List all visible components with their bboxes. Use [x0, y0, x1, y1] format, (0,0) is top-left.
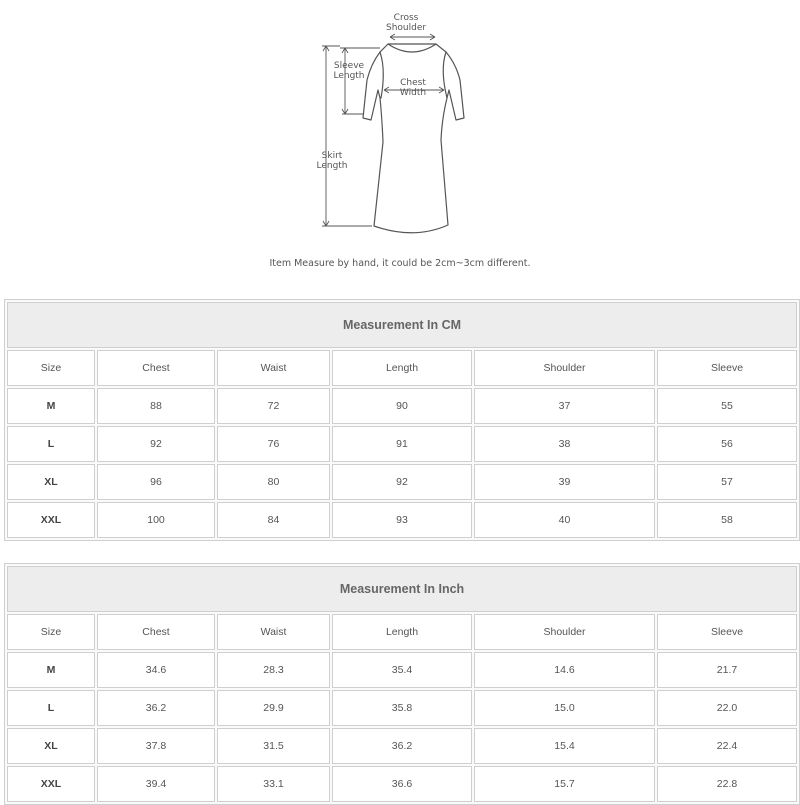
cross-shoulder-label-line1: Cross [393, 13, 419, 23]
length-cell: 35.8 [332, 690, 472, 726]
sleeve-length-label-line1: Sleeve [333, 61, 365, 71]
sleeve-length-label [330, 61, 368, 81]
shoulder-cell: 15.4 [474, 728, 655, 764]
chest-cell: 92 [97, 426, 215, 462]
sleeve-cell: 58 [657, 502, 797, 538]
table-title: Measurement In CM [7, 302, 797, 348]
size-cell: L [7, 426, 95, 462]
shoulder-cell: 38 [474, 426, 655, 462]
table-row [7, 652, 797, 688]
waist-cell: 76 [217, 426, 330, 462]
chest-cell: 37.8 [97, 728, 215, 764]
sleeve-length-label-line2: Length [333, 71, 365, 81]
table-header-row [7, 614, 797, 650]
waist-cell: 80 [217, 464, 330, 500]
cross-shoulder-label [386, 13, 426, 33]
table-row [7, 728, 797, 764]
waist-cell: 72 [217, 388, 330, 424]
length-cell: 36.2 [332, 728, 472, 764]
table-row [7, 690, 797, 726]
length-cell: 35.4 [332, 652, 472, 688]
size-cell: XL [7, 464, 95, 500]
chest-cell: 96 [97, 464, 215, 500]
header-size: Size [7, 350, 95, 386]
size-table-cm [4, 299, 800, 541]
skirt-length-label [313, 151, 351, 171]
chest-cell: 100 [97, 502, 215, 538]
table-title-row [7, 302, 797, 348]
header-length: Length [332, 614, 472, 650]
table-header-row [7, 350, 797, 386]
skirt-length-label-line2: Length [316, 161, 348, 171]
size-cell: XXL [7, 766, 95, 802]
dress-outline-icon [0, 0, 800, 255]
shoulder-cell: 40 [474, 502, 655, 538]
size-table-inch [4, 563, 800, 805]
sleeve-cell: 21.7 [657, 652, 797, 688]
sleeve-cell: 56 [657, 426, 797, 462]
dress-measurement-diagram [0, 0, 800, 255]
header-shoulder: Shoulder [474, 614, 655, 650]
length-cell: 91 [332, 426, 472, 462]
chest-cell: 36.2 [97, 690, 215, 726]
waist-cell: 33.1 [217, 766, 330, 802]
waist-cell: 28.3 [217, 652, 330, 688]
header-length: Length [332, 350, 472, 386]
chest-width-label-line2: Width [399, 88, 427, 98]
sleeve-cell: 22.8 [657, 766, 797, 802]
header-chest: Chest [97, 350, 215, 386]
size-cell: L [7, 690, 95, 726]
table-row [7, 388, 797, 424]
size-cell: M [7, 388, 95, 424]
header-size: Size [7, 614, 95, 650]
size-cell: XL [7, 728, 95, 764]
header-sleeve: Sleeve [657, 614, 797, 650]
shoulder-cell: 15.0 [474, 690, 655, 726]
chest-width-label-line1: Chest [400, 78, 426, 88]
shoulder-cell: 15.7 [474, 766, 655, 802]
chest-cell: 39.4 [97, 766, 215, 802]
header-waist: Waist [217, 614, 330, 650]
chest-width-label [394, 78, 432, 98]
sleeve-cell: 22.4 [657, 728, 797, 764]
shoulder-cell: 14.6 [474, 652, 655, 688]
skirt-length-label-line1: Skirt [321, 151, 343, 161]
header-shoulder: Shoulder [474, 350, 655, 386]
waist-cell: 29.9 [217, 690, 330, 726]
shoulder-cell: 37 [474, 388, 655, 424]
chest-cell: 34.6 [97, 652, 215, 688]
shoulder-cell: 39 [474, 464, 655, 500]
waist-cell: 31.5 [217, 728, 330, 764]
sleeve-cell: 57 [657, 464, 797, 500]
waist-cell: 84 [217, 502, 330, 538]
sleeve-cell: 55 [657, 388, 797, 424]
measurement-note: Item Measure by hand, it could be 2cm~3cm different. [269, 258, 531, 269]
table-row [7, 766, 797, 802]
length-cell: 36.6 [332, 766, 472, 802]
length-cell: 90 [332, 388, 472, 424]
header-sleeve: Sleeve [657, 350, 797, 386]
sleeve-cell: 22.0 [657, 690, 797, 726]
chest-cell: 88 [97, 388, 215, 424]
table-title-row [7, 566, 797, 612]
length-cell: 92 [332, 464, 472, 500]
size-cell: XXL [7, 502, 95, 538]
table-row [7, 464, 797, 500]
header-waist: Waist [217, 350, 330, 386]
size-cell: M [7, 652, 95, 688]
header-chest: Chest [97, 614, 215, 650]
table-title: Measurement In Inch [7, 566, 797, 612]
length-cell: 93 [332, 502, 472, 538]
table-row [7, 502, 797, 538]
cross-shoulder-label-line2: Shoulder [386, 23, 427, 33]
table-row [7, 426, 797, 462]
